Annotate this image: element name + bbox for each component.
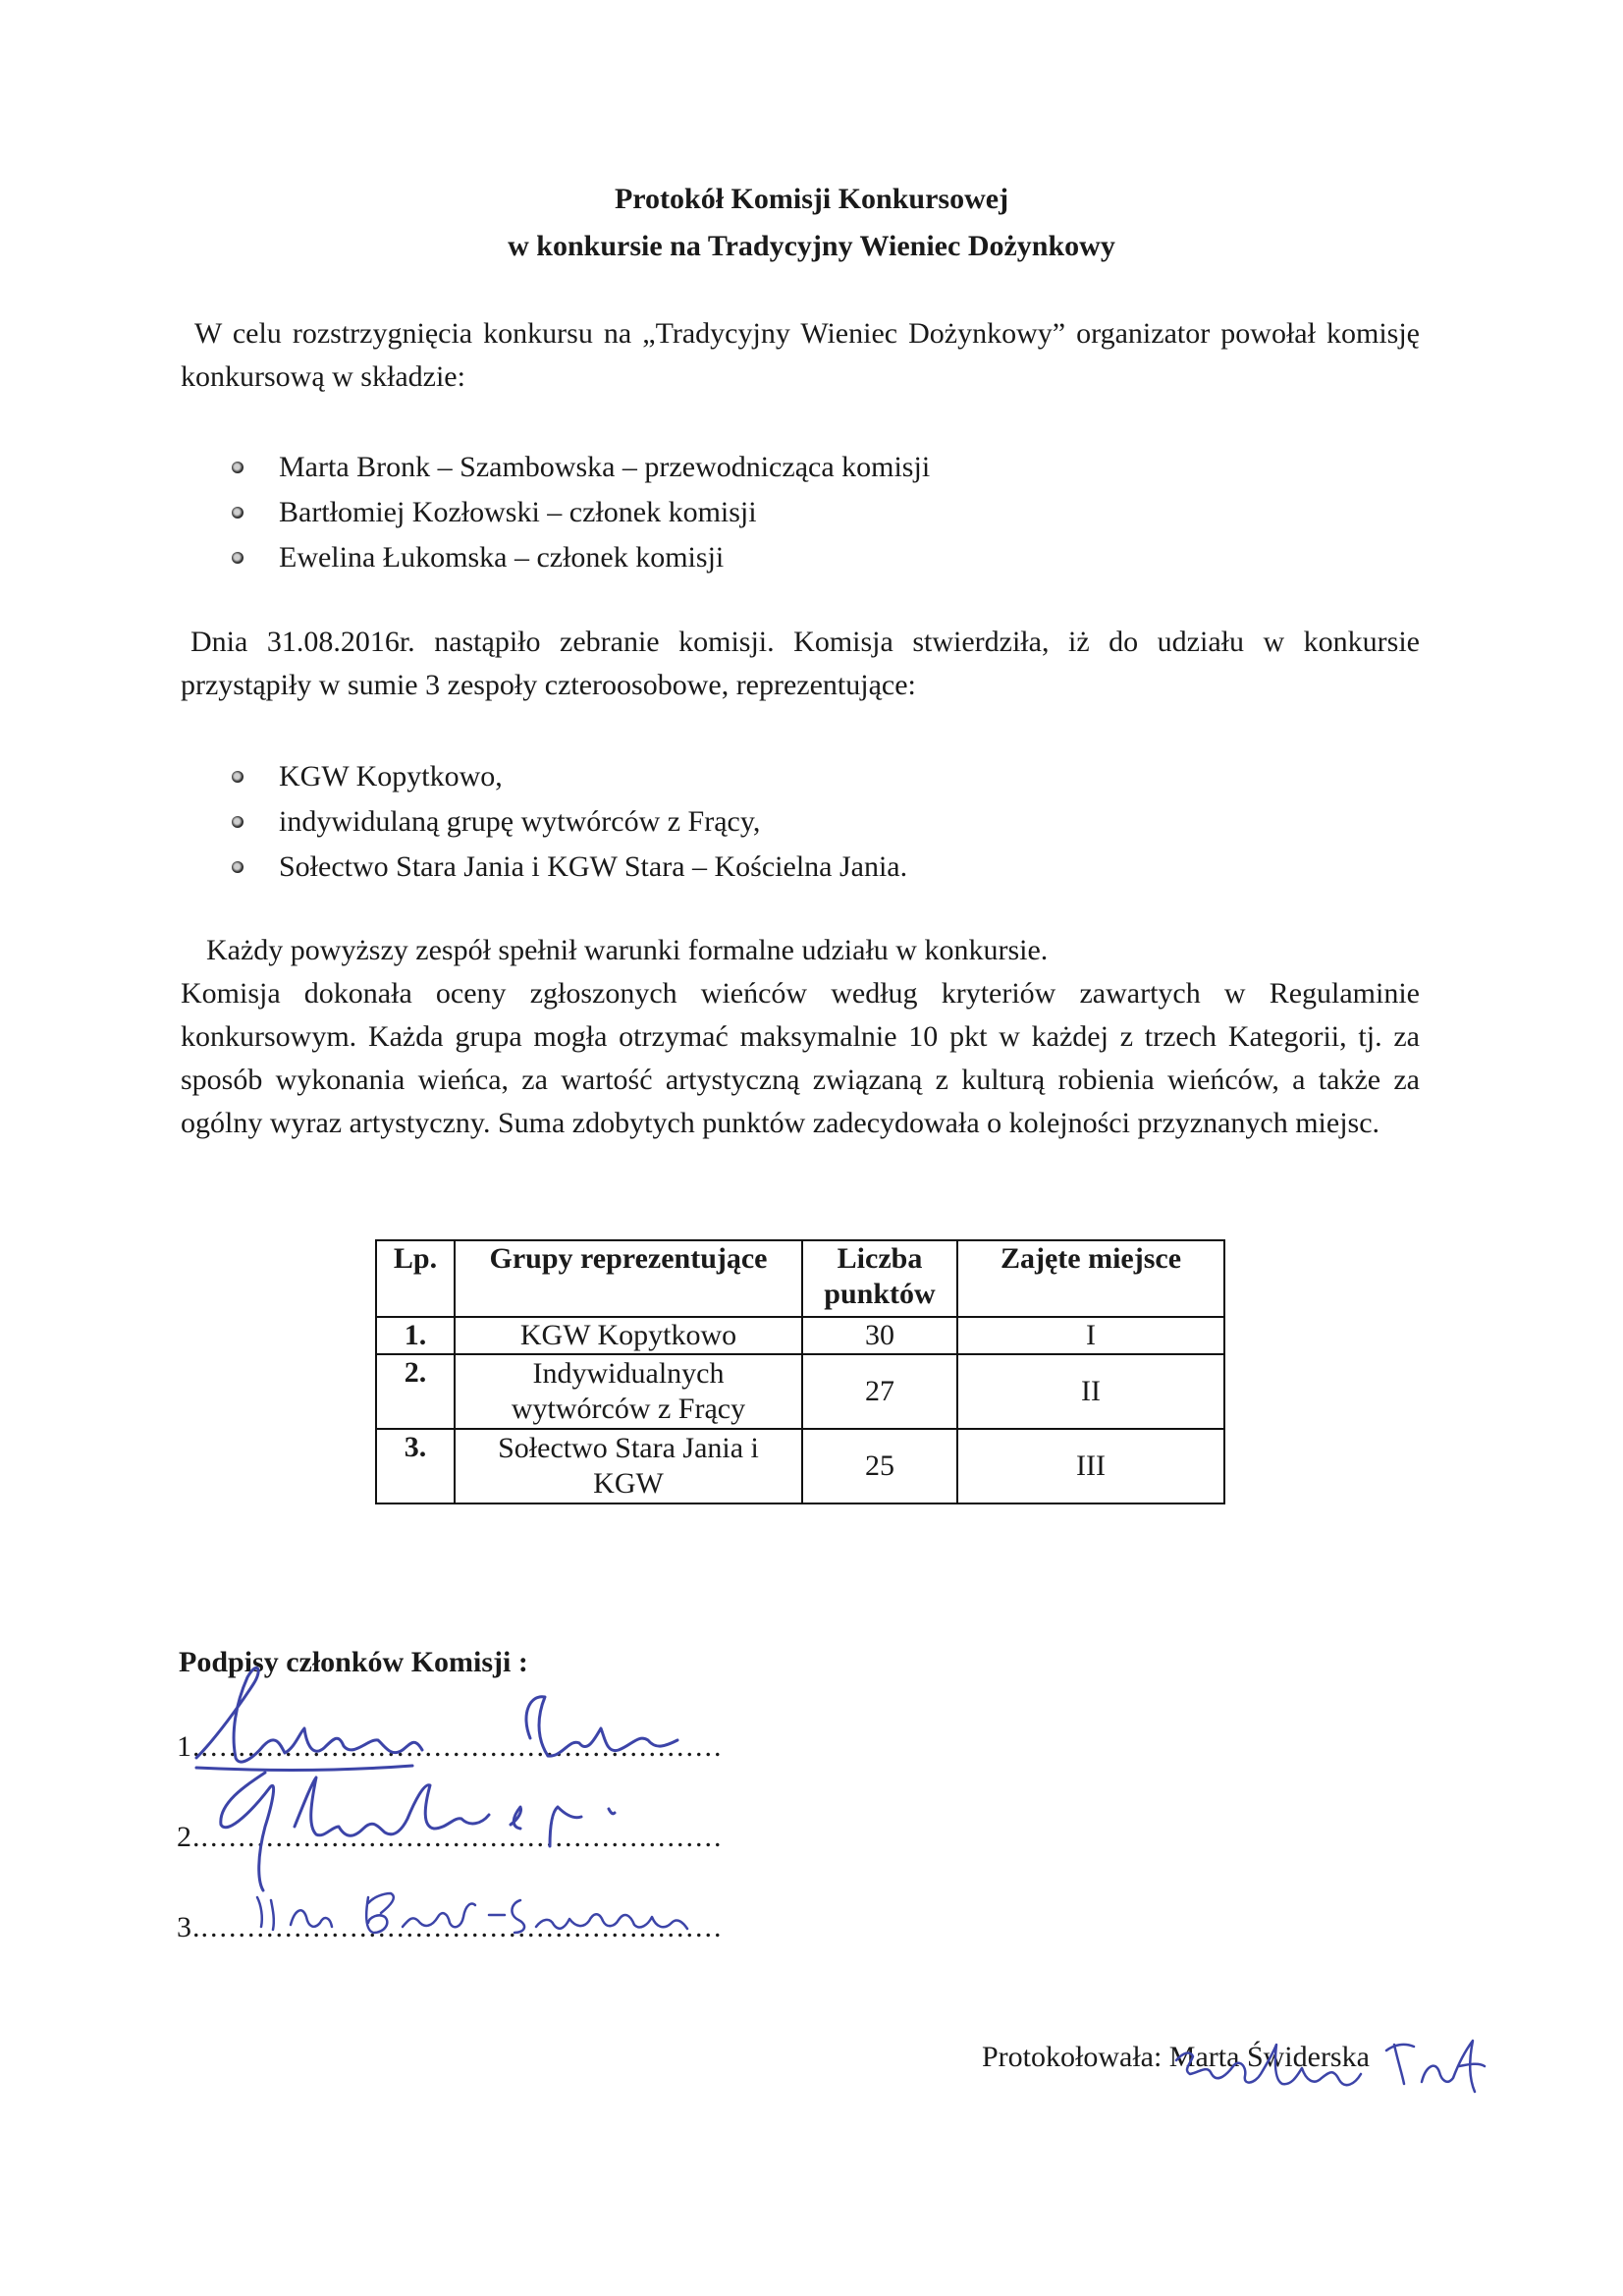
header-group: Grupy reprezentujące [455, 1240, 802, 1317]
table-row [376, 1354, 1224, 1429]
header-place: Zajęte miejsce [957, 1240, 1224, 1317]
bullet-icon [232, 771, 243, 783]
signature-line-1 [177, 1730, 724, 1764]
table-header-row [376, 1240, 1224, 1317]
commission-members-list [228, 445, 930, 580]
formal-conditions-line: Każdy powyższy zespół spełnił warunki formalne udziału w konkursie. [206, 934, 1049, 966]
bullet-icon [232, 552, 243, 564]
meeting-paragraph: Dnia 31.08.2016r. nastąpiło zebranie komisji. Komisja stwierdziła, iż do udziału w konkursie przystąpiły w sumie 3 zespoły czteroosobowe, reprezentujące: [181, 626, 1420, 701]
signature-number: 3. [177, 1911, 201, 1943]
signature-line-3 [177, 1911, 724, 1944]
document-title: Protokół Komisji Konkursowej [614, 183, 1009, 215]
intro-paragraph: W celu rozstrzygnięcia konkursu na „Tradycyjny Wieniec Dożynkowy” organizator powołał komisję konkursową w składzie: [181, 317, 1420, 393]
header-points: Liczba punktów [802, 1240, 957, 1317]
cell-lp: 2. [376, 1354, 455, 1429]
results-table [375, 1239, 1225, 1504]
cell-points: 30 [802, 1317, 957, 1354]
cell-lp: 3. [376, 1429, 455, 1503]
cell-points: 27 [802, 1354, 957, 1429]
bullet-icon [232, 507, 243, 519]
table-row [376, 1317, 1224, 1354]
signatures-heading: Podpisy członków Komisji : [179, 1646, 528, 1678]
list-item: Marta Bronk – Szambowska – przewodnicząca komisji [228, 445, 930, 490]
list-item: indywidulaną grupę wytwórców z Frący, [228, 799, 907, 845]
cell-place: III [957, 1429, 1224, 1503]
signature-number: 2. [177, 1821, 201, 1853]
cell-lp: 1. [376, 1317, 455, 1354]
cell-place: I [957, 1317, 1224, 1354]
cell-group: Indywidualnych wytwórców z Frący [455, 1354, 802, 1429]
evaluation-paragraph: Komisja dokonała oceny zgłoszonych wieńców według kryteriów zawartych w Regulaminie konkursowym. Każda grupa mogła otrzymać maksymalnie 10 pkt w każdej z trzech Kategorii, tj. za sposób wykonania wieńca, za wartość artystyczną związaną z kulturą robienia wieńców, a także za ogólny wyraz artystyczny. Suma zdobytych punktów zadecydowała o kolejności przyznanych miejsc. [181, 977, 1420, 1139]
signature-dots: ........................................................ [200, 1821, 724, 1853]
list-item: Sołectwo Stara Jania i KGW Stara – Kościelna Jania. [228, 845, 907, 890]
list-item: KGW Kopytkowo, [228, 754, 907, 799]
signature-dots: ........................................................ [200, 1730, 724, 1763]
cell-points: 25 [802, 1429, 957, 1503]
document-subtitle: w konkursie na Tradycyjny Wieniec Dożynkowy [508, 230, 1115, 262]
cell-group: KGW Kopytkowo [455, 1317, 802, 1354]
list-item: Ewelina Łukomska – członek komisji [228, 535, 930, 580]
bullet-icon [232, 462, 243, 473]
signature-dots: ........................................................ [200, 1911, 724, 1943]
bullet-icon [232, 861, 243, 873]
teams-list [228, 754, 907, 890]
bullet-icon [232, 816, 243, 828]
table-row [376, 1429, 1224, 1503]
list-item: Bartłomiej Kozłowski – członek komisji [228, 490, 930, 535]
protocol-author: Protokołowała: Marta Świderska [982, 2041, 1370, 2073]
cell-group: Sołectwo Stara Jania i KGW [455, 1429, 802, 1503]
signature-line-2 [177, 1821, 724, 1854]
cell-place: II [957, 1354, 1224, 1429]
header-lp: Lp. [376, 1240, 455, 1317]
signature-number: 1. [177, 1730, 201, 1763]
